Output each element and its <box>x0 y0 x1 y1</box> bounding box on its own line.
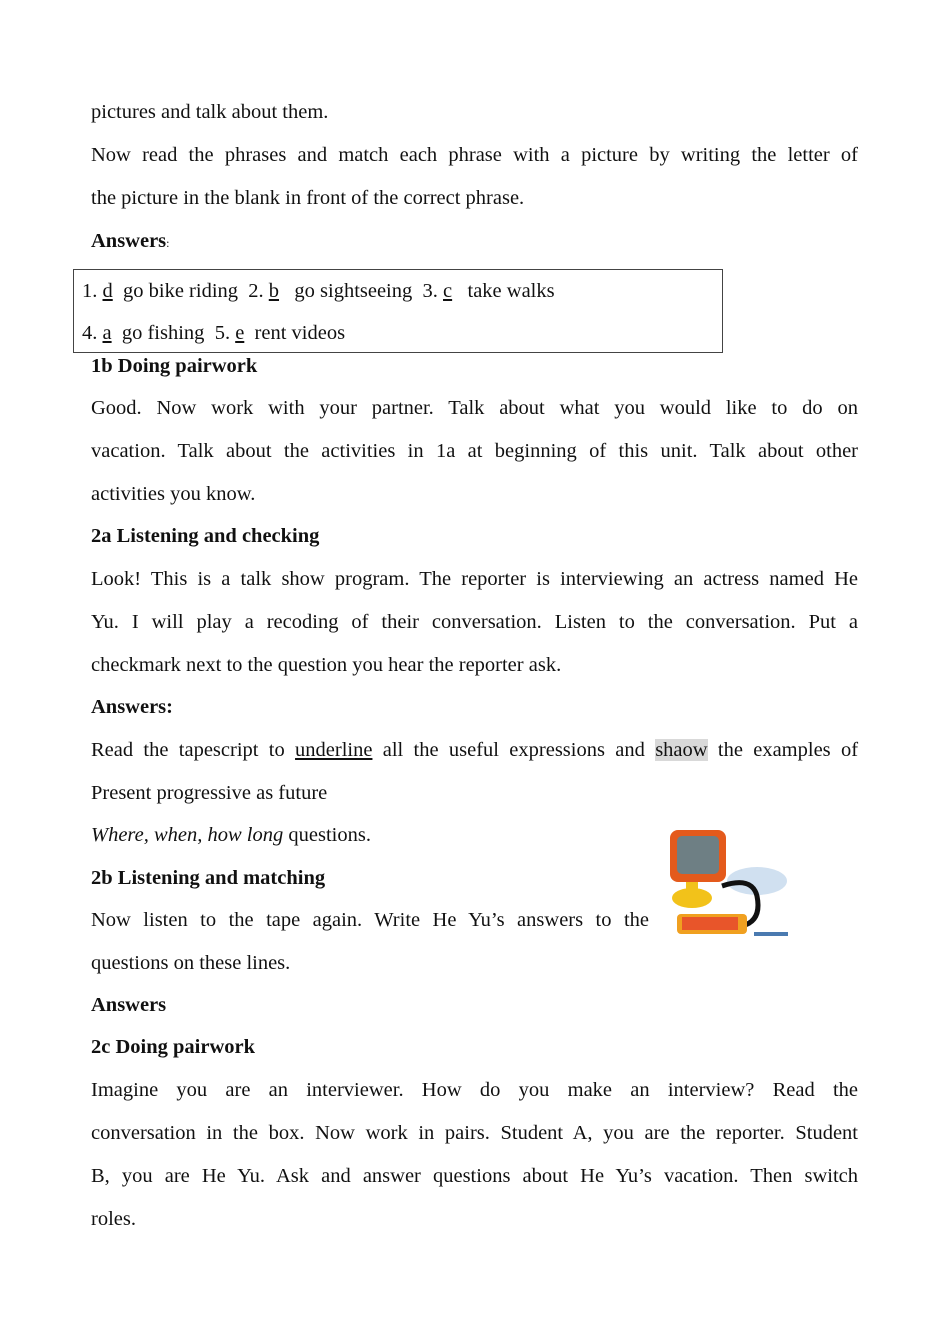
answers-label: Answers: <box>91 696 173 718</box>
phrase: go sightseeing <box>294 280 413 302</box>
answer-letter: e <box>235 322 245 344</box>
highlighted-word: shaow <box>655 739 708 761</box>
computer-illustration <box>662 826 794 940</box>
text-line: B, you are He Yu. Ask and answer questions about He Yu’s vacation. Then switch <box>91 1165 858 1187</box>
text-line: Yu. I will play a recoding of their conversation. Listen to the conversation. Put a <box>91 611 858 633</box>
phrase: go bike riding <box>123 280 239 302</box>
phrase: go fishing <box>121 322 205 344</box>
underlined-word: underline <box>295 739 373 761</box>
intro-line: Now read the phrases and match each phrase with a picture by writing the letter of <box>91 144 858 166</box>
section-heading: 2c Doing pairwork <box>91 1036 255 1058</box>
answers-box <box>73 269 723 353</box>
text: Read the tapescript to <box>91 739 285 761</box>
answer-letter: d <box>102 280 113 302</box>
section-heading: 2a Listening and checking <box>91 525 320 547</box>
answers-label <box>91 220 858 263</box>
text: the examples of <box>717 739 859 761</box>
text: all the useful expressions and <box>382 739 645 761</box>
item-number: 5. <box>214 322 231 344</box>
answer-letter: b <box>268 280 280 302</box>
text-line: Now listen to the tape again. Write He Yu’s answers to the <box>91 909 649 931</box>
text-line: roles. <box>91 1208 136 1230</box>
phrase: take walks <box>467 280 555 302</box>
text-line: vacation. Talk about the activities in 1a at beginning of this unit. Talk about other <box>91 440 858 462</box>
answer-letter: c <box>443 280 453 302</box>
italic-text: Where, when, how long <box>91 824 284 846</box>
text-line: Imagine you are an interviewer. How do you make an interview? Read the <box>91 1079 858 1101</box>
text: questions. <box>288 824 371 846</box>
answer-row <box>82 270 555 312</box>
section-heading: 1b Doing pairwork <box>91 355 258 377</box>
text-line: conversation in the box. Now work in pairs. Student A, you are the reporter. Student <box>91 1122 858 1144</box>
answers-text: Answers <box>91 230 167 252</box>
text-line <box>91 729 858 772</box>
section-heading: 2b Listening and matching <box>91 867 326 889</box>
answers-label: Answers <box>91 994 167 1016</box>
phrase: rent videos <box>254 322 346 344</box>
text-line: Good. Now work with your partner. Talk about what you would like to do on <box>91 397 858 419</box>
text-line: activities you know. <box>91 483 256 505</box>
item-number: 2. <box>248 280 264 302</box>
text-line: checkmark next to the question you hear the reporter ask. <box>91 654 562 676</box>
item-number: 4. <box>82 322 98 344</box>
intro-line: the picture in the blank in front of the correct phrase. <box>91 187 525 209</box>
text-line: Look! This is a talk show program. The reporter is interviewing an actress named He <box>91 568 858 590</box>
item-number: 1. <box>82 280 98 302</box>
colon: : <box>166 236 170 250</box>
intro-line: pictures and talk about them. <box>91 101 329 123</box>
item-number: 3. <box>422 280 438 302</box>
answer-letter: a <box>102 322 112 344</box>
text-line: questions on these lines. <box>91 952 291 974</box>
text-line: Present progressive as future <box>91 782 328 804</box>
